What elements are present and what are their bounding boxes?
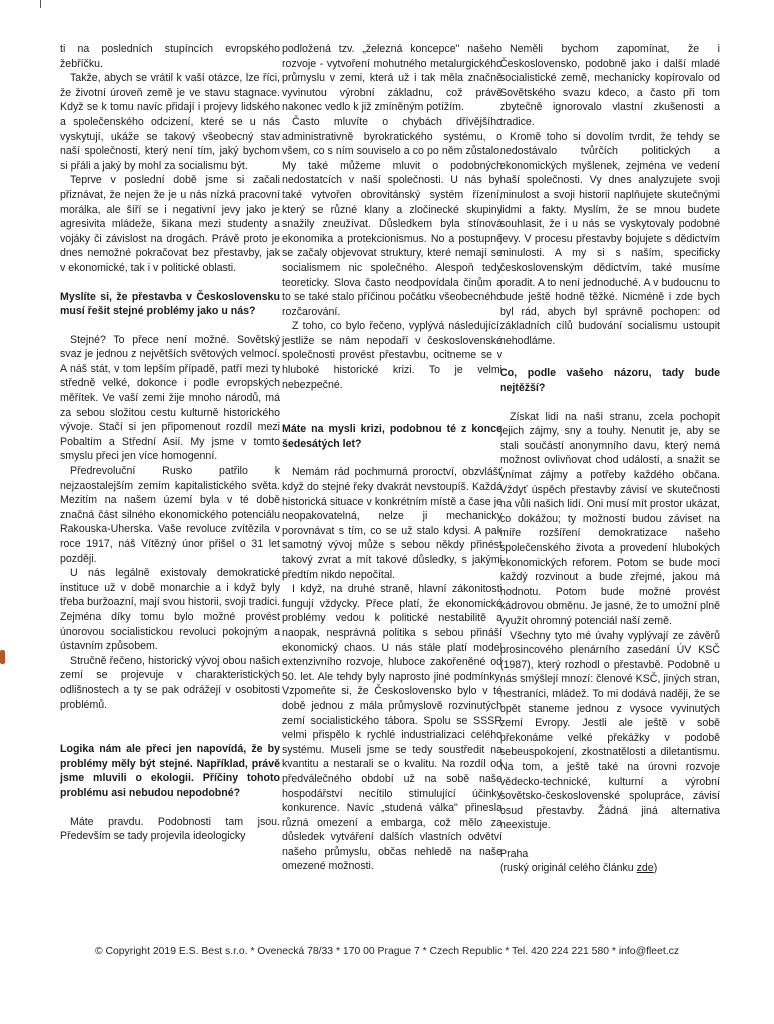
text-column-right xyxy=(500,42,720,876)
interview-question: Co, podle vašeho názoru, tady bude nejtěžší? xyxy=(500,367,720,395)
scan-mark xyxy=(40,0,41,8)
paragraph: Nemám rád pochmurná proroctví, obzvlášť když do stejné řeky dvakrát nevstoupíš. Každá historická situace v konkrétním místě a čase je neopakovatelná, nelze ji mechanicky porovnávat s tím, co se už stalo kdysi. A pak samotný vývoj může s sebou někdy přinést takový zvrat a mít takové důsledky, s jakými předtím nikdo nepočítal. xyxy=(282,466,502,581)
source-note xyxy=(500,861,720,876)
paragraph: Teprve v poslední době jsme si začali přiznávat, že nejen že je u nás nízká pracovní morálka, ale šíří se i negativní jevy jako je agresivita mládeže, šikana mezi studenty a vojáky či závislost na drogách. Právě proto je dnes nemožné pokračovat bez přestavby, jak v ekonomické, tak i v politické oblasti. xyxy=(60,174,280,274)
paragraph: U nás legálně existovaly demokratické instituce už v době monarchie a i když byly třeba buržoazní, mají svou historii, svoji tradici. Zejména díky tomu bylo možné provést únorovou socialistickou revoluci pokojným a ústavním způsobem. xyxy=(60,567,280,653)
margin-mark xyxy=(0,650,5,664)
paragraph: Neměli bychom zapomínat, že i Československo, podobně jako i další mladé socialistické země, mechanicky kopírovalo od Sovětského svazu kdeco, a často při tom zbytečně ignorovalo vlastní zkušenosti a tradice. xyxy=(500,43,720,128)
paragraph: Takže, abych se vrátil k vaší otázce, lze říci, že životní úroveň země je ve stavu stagnace. Když se k tomu navíc přidají i projevy lidského a společenského odcizení, které se u nás vyskytují, ukáže se takový všeobecný stav naší společnosti, který není tím, jaký bychom si přáli a jaký by mohl za socialismu být. xyxy=(60,72,280,172)
paragraph: I když, na druhé straně, hlavní zákonitosti fungují vždycky. Přece platí, že ekonomické problémy vedou k politické nestabilitě a naopak, nesprávná politika s sebou přináší ekonomický chaos. U nás stále platí model extenzivního rozvoje, hluboce zakořeněné od 50. let. Ale tehdy byly naprosto jiné podmínky. Vzpomeňte si, že Československo bylo v té době jednou z mála průmyslově rozvinutých zemí socialistického tábora. Spolu se SSSR velmi přispělo k rychlé industrializaci celého systému. Museli jsme se tedy soustředit na kvantitu a nestarali se o kvalitu. Na rozdíl od předválečného období už na sobě naše hospodářství necítilo stimulující účinky konkurence. Navíc „studená válka" přinesla různá omezení a embarga, což mělo za důsledek vytváření dalších vlastních odvětví našeho průmyslu, občas nehledě na naše omezené možnosti. xyxy=(282,583,502,873)
interview-question: Logika nám ale přeci jen napovídá, že by problémy měly být stejné. Například, právě jsme mluvili o ekologii. Příčiny tohoto problému asi nebudou nepodobné? xyxy=(60,743,280,799)
paragraph: Získat lidi na naši stranu, zcela pochopit jejich zájmy, sny a touhy. Nenutit je, aby se stali součástí anonymního davu, který nemá možnost ovlivňovat chod událostí, a snažit se vnímat zájmy a potřeby každého občana. Vždyť úspěch přestavby závisí ve skutečnosti na vůli našich lidí. Oni musí mít prostor ukázat, co dokážou; ty možnosti budou záviset na míře rozšíření demokratizace našeho společenského života a provedení hlubokých ekonomických reforem. Potom se bude moci každý rozvinout a bude zřejmé, jakou má hodnotu. Potom bude možné provést kádrovou obměnu. Je jasné, že to umožní plně využít ohromný potenciál naší země. xyxy=(500,410,720,627)
paragraph: podložená tzv. „železná koncepce" našeho rozvoje - vytvoření mohutného metalurgického průmyslu v zemi, která už i tak měla značně vyvinutou výrobní základnu, což právě nakonec vedlo k již zmíněným potížím. xyxy=(282,43,502,114)
text-column-middle xyxy=(282,42,502,874)
paragraph: Z toho, co bylo řečeno, vyplývá následující: jestliže se nám nepodaří v československé společnosti provést přestavbu, ocitneme se v hluboké historické krizi. To je velmi nebezpečné. xyxy=(282,320,502,391)
paragraph: ti na posledních stupíncích evropského žebříčku. xyxy=(60,43,280,70)
interview-question: Myslíte si, že přestavba v Československu musí řešit stejné problémy jako u nás? xyxy=(60,290,280,318)
paragraph: Stejné? To přece není možné. Sovětský svaz je jednou z největších světových velmocí. A náš stát, v tom lepším případě, patří mezi ty středně velké, dokonce i podle evropských měřítek. Ve vaší zemi žije mnoho národů, má za sebou složitou cestu kulturně historického vývoje. Stačí si jen připomenout rozdíl mezi Pobaltím a Střední Asií. My jsme v tomto smyslu přeci jen více homogenní. xyxy=(60,333,280,463)
paragraph: Máte pravdu. Podobnosti tam jsou. Především se tady projevila ideologicky xyxy=(60,815,280,843)
paragraph: Předrevoluční Rusko patřilo k nejzaostalejším zemím kapitalistického světa. Mezitím na našem území byla v té době značná část silného ekonomického potenciálu Rakouska-Uherska. Vaše revoluce zvítězila v roce 1917, náš Vítězný únor přišel o 31 let později. xyxy=(60,465,280,565)
interview-question: Máte na mysli krizi, podobnou té z konce šedesátých let? xyxy=(282,423,502,450)
copyright-footer: © Copyright 2019 E.S. Best s.r.o. * Ovenecká 78/33 * 170 00 Prague 7 * Czech Republic * Tel. 420 224 221 580 * info@fleet.cz xyxy=(94,946,680,957)
source-link[interactable]: zde xyxy=(636,862,654,875)
source-note-suffix: ) xyxy=(653,862,658,875)
paragraph: Kromě toho si dovolím tvrdit, že tehdy se nedostávalo tvůrčích politických a ekonomických myšlenek, zejména ve vedení naší společnosti. Vy dnes analyzujete svoji minulost a svoji historii naplňujete skutečnými lidmi a fakty. Myslím, že se mnou budete souhlasit, že i u nás se vyskytovaly podobné jevy. V procesu přestavby bojujete s dědictvím minulosti. A my si s naším, specificky československým dědictvím, také musíme poradit. A to není jednoduché. A v budoucnu to bude ještě hodně těžké. Nicméně i zde bych byl rád, abych byl správně pochopen: od základních cílů budování socialismu ustoupit nehodláme. xyxy=(500,130,720,347)
source-note-prefix: (ruský originál celého článku xyxy=(500,862,637,875)
paragraph: Často mluvíte o chybách dřívějšího administrativně byrokratického systému, o všem, co s ním souviselo a co po něm zůstalo. My také můžeme mluvit o podobných nedostatcích v naší společnosti. U nás byl také vytvořen obrovitánský systém řízení, který se různé klany a zločinecké skupiny snažily zneužívat. Důsledkem byla stínová ekonomika a protekcionismus. No a postupně se začaly objevovat struktury, které nemají se socialismem nic společného. Alespoň tedy teoreticky. Slova často neodpovídala činům a to se také stalo příčinou počátku všeobecného rozčarování. xyxy=(282,115,502,318)
text-column-left xyxy=(60,42,280,844)
paragraph: Všechny tyto mé úvahy vyplývají ze závěrů prosincového plenárního zasedání ÚV KSČ (1987), který rozhodl o přestavbě. Podobně u nás smýšlejí mnozí: členové KSČ, jiných stran, nestraníci, mládež. To mi dodává naději, že se opět staneme jednou z vysoce vyvinutých zemí Evropy. Jestli ale ještě v sobě překonáme velké překážky v podobě sebeuspokojení, zkostnatělosti a diletantismu. Na tom, a ještě také na úrovni rozvoje vědecko-technické, kulturní a výrobní sovětsko-československé spolupráce, závisí osud přestavby. Žádná jiná alternativa neexistuje. xyxy=(500,629,720,832)
dateline: Praha xyxy=(500,847,529,860)
paragraph: Stručně řečeno, historický vývoj obou našich zemí se projevuje v charakteristických odlišnostech a ty se pak odrážejí v osobitosti problémů. xyxy=(60,654,280,711)
